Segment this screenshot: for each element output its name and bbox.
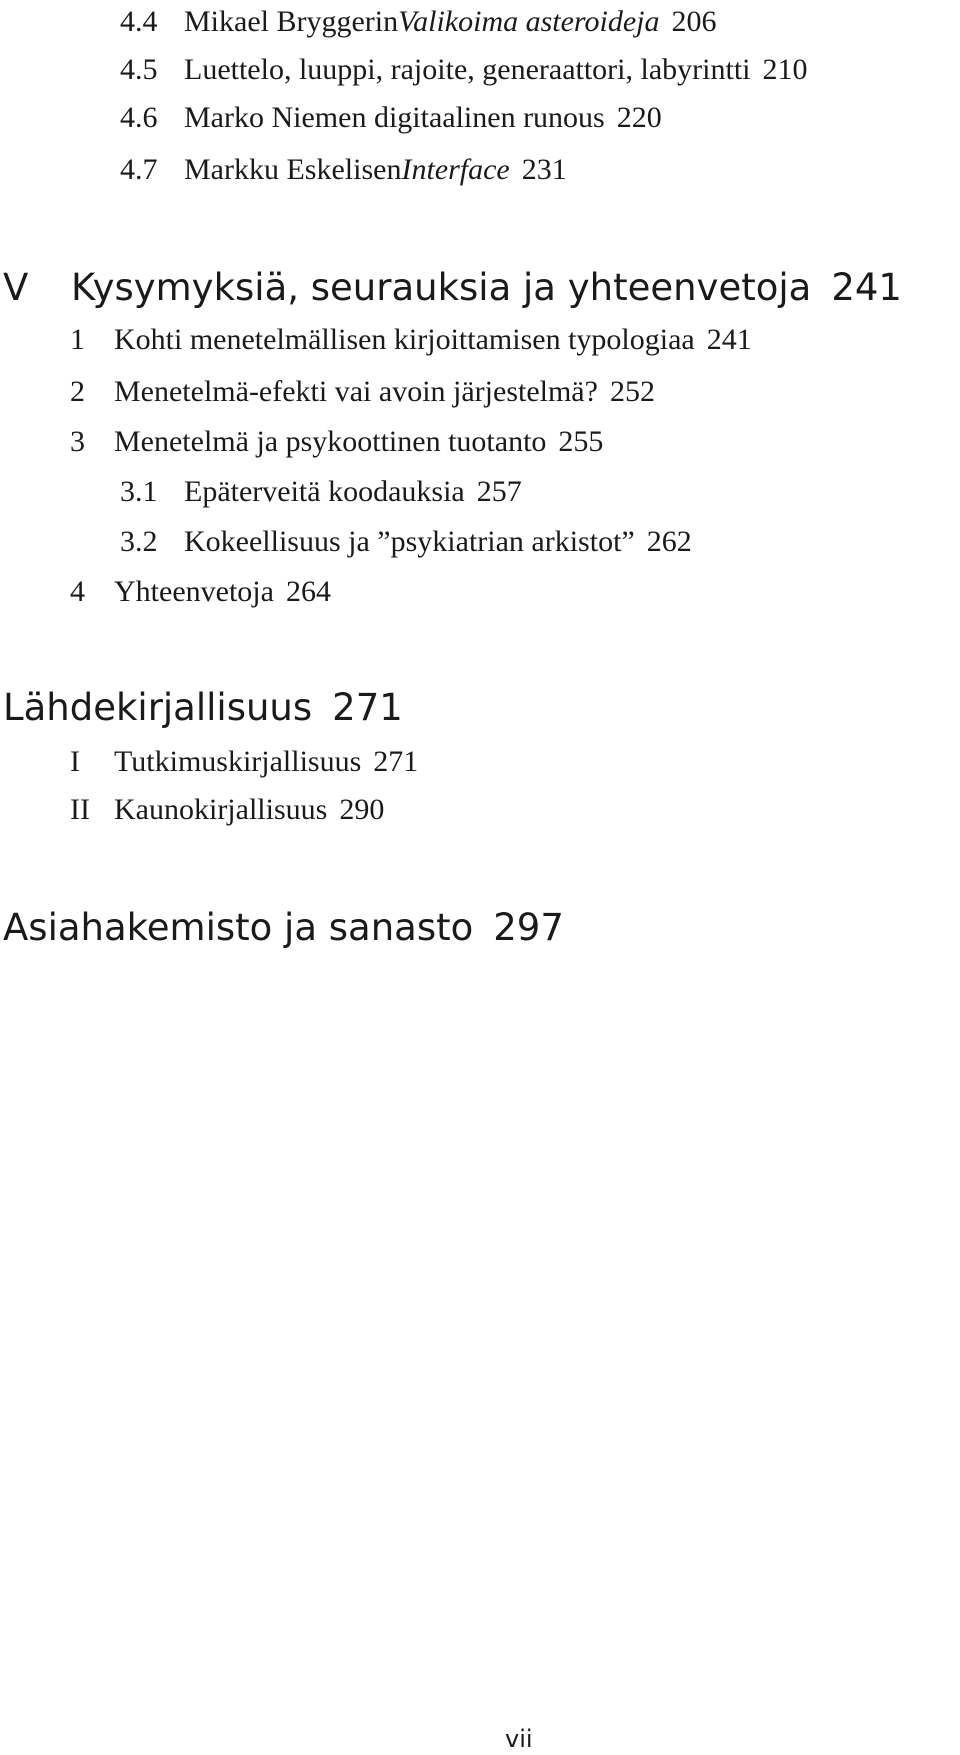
toc-entry-4-6[interactable] (120, 100, 662, 136)
entry-title: Mikael BryggerinValikoima asteroideja (184, 5, 660, 38)
bibliography-heading[interactable] (3, 686, 403, 730)
index-heading[interactable] (3, 906, 564, 950)
entry-title: Markku EskelisenInterface (184, 153, 510, 186)
toc-entry-v-3-1[interactable] (120, 474, 522, 510)
entry-title: Menetelmä ja psykoottinen tuotanto (114, 425, 547, 458)
entry-page-number: 210 (762, 53, 808, 86)
entry-page-number: 241 (706, 323, 752, 356)
toc-entry-v-3-2[interactable] (120, 524, 692, 560)
section-page-number: 297 (493, 906, 564, 949)
entry-page-number: 255 (558, 425, 604, 458)
entry-number: 4 (70, 575, 85, 608)
toc-entry-4-7[interactable] (120, 152, 567, 188)
entry-title: Kohti menetelmällisen kirjoittamisen typologiaa (114, 323, 695, 356)
section-title: Asiahakemisto ja sanasto (3, 906, 474, 949)
toc-entry-v-1[interactable] (70, 322, 752, 358)
entry-page-number: 290 (339, 793, 385, 826)
entry-number: 3.1 (120, 475, 158, 508)
entry-title: Menetelmä-efekti vai avoin järjestelmä? (114, 375, 598, 408)
entry-title: Luettelo, luuppi, rajoite, generaattori, labyrintti (184, 53, 751, 86)
entry-title: Kokeellisuus ja ”psykiatrian arkistot” (184, 525, 635, 558)
entry-number: 1 (70, 323, 85, 356)
toc-entry-bib-2[interactable] (70, 792, 384, 828)
entry-number: 3.2 (120, 525, 158, 558)
entry-page-number: 231 (521, 153, 567, 186)
entry-page-number: 271 (373, 745, 419, 778)
entry-title: Tutkimuskirjallisuus (114, 745, 362, 778)
section-title: Lähdekirjallisuus (3, 686, 313, 729)
entry-number: 4.4 (120, 5, 158, 38)
section-page-number: 271 (332, 686, 403, 729)
entry-page-number: 264 (285, 575, 331, 608)
entry-number: I (70, 745, 80, 778)
section-v-heading[interactable] (3, 266, 902, 310)
toc-entry-4-4[interactable] (120, 4, 716, 40)
entry-number: 3 (70, 425, 85, 458)
entry-number: II (70, 793, 90, 826)
toc-entry-v-3[interactable] (70, 424, 603, 460)
toc-entry-4-5[interactable] (120, 52, 807, 88)
entry-number: 4.7 (120, 153, 158, 186)
entry-number: 2 (70, 375, 85, 408)
section-page-number: 241 (831, 266, 902, 309)
page-folio: vii (505, 1725, 533, 1753)
entry-page-number: 206 (671, 5, 717, 38)
entry-title: Yhteenvetoja (114, 575, 274, 608)
entry-number: 4.5 (120, 53, 158, 86)
entry-title: Kaunokirjallisuus (114, 793, 328, 826)
section-numeral: V (3, 266, 29, 309)
entry-page-number: 257 (476, 475, 522, 508)
toc-entry-v-4[interactable] (70, 574, 331, 610)
entry-page-number: 262 (646, 525, 692, 558)
entry-page-number: 220 (616, 101, 662, 134)
entry-number: 4.6 (120, 101, 158, 134)
entry-title: Epäterveitä koodauksia (184, 475, 465, 508)
section-title: Kysymyksiä, seurauksia ja yhteenvetoja (71, 266, 812, 309)
toc-entry-v-2[interactable] (70, 374, 655, 410)
toc-entry-bib-1[interactable] (70, 744, 418, 780)
entry-page-number: 252 (609, 375, 655, 408)
entry-title: Marko Niemen digitaalinen runous (184, 101, 605, 134)
